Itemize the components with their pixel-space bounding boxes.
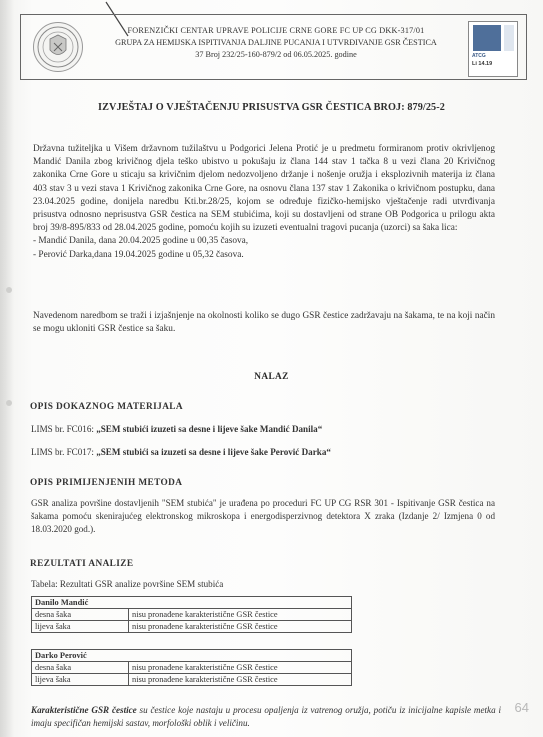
methods-heading: OPIS PRIMIJENJENIH METODA bbox=[30, 478, 183, 488]
letterhead-line-3: 37 Broj 232/25-160-879/2 od 06.05.2025. godine bbox=[195, 50, 357, 59]
accreditation-side-strip bbox=[504, 25, 514, 51]
person-name: Darko Perović bbox=[32, 650, 352, 662]
methods-text: GSR analiza površine dostavljenih "SEM stubića" je urađena po proceduri FC UP CG RSR 301 - Ispitivanje GSR čestica na šakama pomoću skenirajućeg elektronskog mikroskopa i energodisperzivnog detektora X zraka (Izdanje 2/ Izmjena 0 od 18.03.2020 god.). bbox=[31, 498, 495, 534]
evidence-item bbox=[31, 447, 331, 457]
intro-paragraph: Državna tužiteljka u Višem državnom tužilaštvu u Podgorici Jelena Protić je u predmetu formiranom protiv okrivljenog Mandić Danila zbog krivičnog djela teško ubistvo u pokušaju iz člana 144 stav 1 tačka 8 u vezi člana 20 Krivičnog zakonika Crne Gore u sticaju sa krivičnim djelom nedozvoljeno držanje i nošenje oružja i eksplozivnih materija iz člana 403 stav 3 u vezi stava 1 Krivičnog zakonika Crne Gore, na osnovu člana 137 stav 1 Zakonika o krivičnom postupku, dana 23.04.2025 godine, donijela naredbu Kti.br.28/25, kojom se određuje fizičko-hemijsko vještačenje radi utvrđivanja prisustva odnosno neprisustva GSR čestica na SEM stubićima, koji su dostavljeni od strane OB Podgorica u prilogu akta broj 39/8-895/833 od 28.04.2025 godine, pomoću kojih su izuzeti eventualni tragovi pucanja (uzorci) sa šaka lica: bbox=[33, 144, 495, 234]
table-row bbox=[32, 650, 352, 662]
result-cell: nisu pronađene karakteristične GSR čestice bbox=[129, 674, 352, 686]
gsr-definition bbox=[31, 704, 501, 730]
nalaz-heading: NALAZ bbox=[254, 372, 289, 382]
results-table-perovic bbox=[31, 649, 352, 686]
police-emblem-icon bbox=[33, 22, 83, 72]
hand-cell: desna šaka bbox=[32, 609, 129, 621]
letterhead-text bbox=[91, 25, 461, 61]
table-row bbox=[32, 609, 352, 621]
report-title: IZVJEŠTAJ O VJEŠTAČENJU PRISUSTVA GSR ČESTICA BROJ: 879/25-2 bbox=[98, 102, 445, 113]
results-table-mandic bbox=[31, 596, 352, 633]
table-row bbox=[32, 674, 352, 686]
accreditation-logo-icon bbox=[473, 25, 501, 51]
letterhead-line-2: GRUPA ZA HEMIJSKA ISPITIVANJA DALJINE PUCANJA I UTVRĐIVANJE GSR ČESTICA bbox=[115, 38, 437, 47]
person-line: - Perović Darka,dana 19.04.2025 godine u 05,32 časova. bbox=[33, 249, 244, 260]
table-row bbox=[32, 662, 352, 674]
table-row bbox=[32, 621, 352, 633]
punch-hole bbox=[6, 400, 12, 406]
gsr-definition-term: Karakteristične GSR čestice bbox=[31, 705, 137, 715]
result-cell: nisu pronađene karakteristične GSR čestice bbox=[129, 609, 352, 621]
lims-prefix: LIMS br. FC017: bbox=[31, 447, 97, 457]
evidence-item bbox=[31, 424, 322, 434]
results-heading: REZULTATI ANALIZE bbox=[30, 559, 134, 569]
hand-cell: lijeva šaka bbox=[32, 621, 129, 633]
accreditation-mark bbox=[468, 21, 518, 77]
accreditation-code: ATCG bbox=[472, 53, 486, 59]
result-cell: nisu pronađene karakteristične GSR čestice bbox=[129, 662, 352, 674]
request-paragraph: Navedenom naredbom se traži i izjašnjenje na okolnosti koliko se dugo GSR čestice zadržavaju na šakama, te na koji način se mogu ukloniti GSR čestice sa šaku. bbox=[33, 311, 495, 335]
person-name: Danilo Mandić bbox=[32, 597, 352, 609]
letterhead-line-1: FORENZIČKI CENTAR UPRAVE POLICIJE CRNE GORE FC UP CG DKK-317/01 bbox=[127, 26, 425, 35]
handwritten-page-number: 64 bbox=[514, 700, 529, 715]
evidence-description: „SEM stubići sa izuzeti sa desne i lijeve šake Perović Darka“ bbox=[96, 447, 331, 457]
table-caption: Tabela: Rezultati GSR analize površine SEM stubića bbox=[31, 579, 224, 589]
person-line: - Mandić Danila, dana 20.04.2025 godine u 00,35 časova, bbox=[33, 236, 249, 247]
hand-cell: desna šaka bbox=[32, 662, 129, 674]
result-cell: nisu pronađene karakteristične GSR čestice bbox=[129, 621, 352, 633]
intro-section bbox=[33, 143, 495, 262]
lims-prefix: LIMS br. FC016: bbox=[31, 424, 97, 434]
hand-cell: lijeva šaka bbox=[32, 674, 129, 686]
accreditation-number: Li 14.19 bbox=[472, 61, 493, 67]
gsr-definition-text: su čestice koje nastaju u procesu opaljenja iz vatrenog oružja, potiču iz inicijalne kapisle metka i imaju specifičan hemijski sastav, morfološki oblik i veličinu. bbox=[31, 705, 502, 728]
evidence-description: „SEM stubići izuzeti sa desne i lijeve šake Mandić Danila“ bbox=[96, 424, 323, 434]
table-row bbox=[32, 597, 352, 609]
punch-hole bbox=[6, 287, 12, 293]
evidence-heading: OPIS DOKAZNOG MATERIJALA bbox=[30, 402, 184, 412]
letterhead bbox=[20, 14, 527, 80]
